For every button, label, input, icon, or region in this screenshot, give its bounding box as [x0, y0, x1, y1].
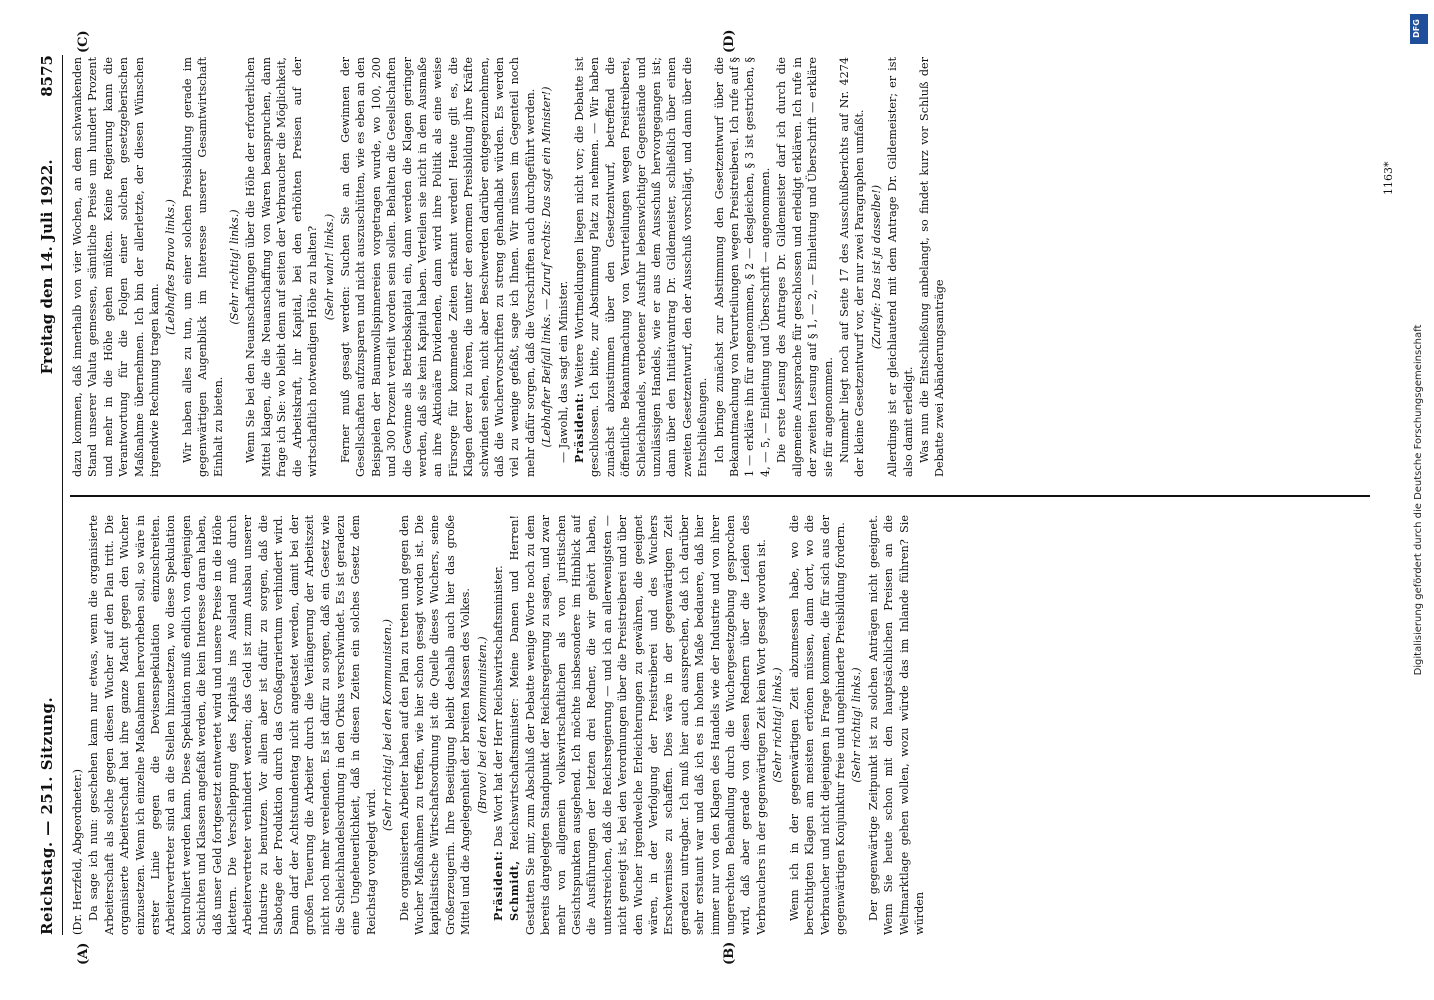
paragraph-text: (Lebhafter Beifall links. — Zuruf rechts: Das sagt ein Minister!)	[540, 86, 554, 448]
paragraph-text: (Sehr richtig! links.)	[228, 209, 242, 325]
paragraph-text: dazu kommen, daß innerhalb von vier Wochen, an dem schwankenden Stand unserer Valuta gemessen, sämtliche Preise um hundert Prozent und mehr in die Höhe gehen müßten. Keine Regierung kann die Verantwortung für die Folgen einer solchen gesetzgeberischen Maßnahme übernehmen. Ich bin der allerletzte, der diesen Wünschen irgendwie Rechnung tragen kann.	[71, 57, 162, 477]
paragraph	[774, 57, 836, 477]
paragraph	[86, 515, 379, 935]
margin-marker-a: (A)	[76, 942, 91, 965]
paragraph-text: Nunmehr liegt noch auf Seite 17 des Ausschußberichts auf Nr. 4274 der kleine Gesetzentwurf vor, der nur zwei Paragraphen umfaßt.	[837, 57, 867, 477]
right-column	[70, 57, 1370, 477]
paragraph-text: (Sehr richtig! links.)	[850, 667, 864, 783]
paragraph	[885, 57, 916, 477]
paragraph	[849, 515, 864, 935]
paragraph	[556, 57, 571, 477]
paragraph	[180, 57, 226, 477]
paragraph-text: Das Wort hat der Herr Reichswirtschaftsminister.	[491, 565, 505, 847]
paragraph	[475, 515, 490, 935]
speaker-name: Präsident:	[572, 392, 586, 463]
paragraph-text: (Zurufe: Das ist ja dasselbe!)	[869, 184, 883, 350]
side-strip	[1408, 6, 1432, 994]
paragraph-text: Was nun die Entschließung anbelangt, so findet kurz vor Schluß der Debatte zwei Abänderungsanträge	[917, 57, 947, 477]
paragraph-text: — Jawohl, das sagt ein Minister.	[556, 280, 570, 463]
paragraph-text: Wir haben alles zu tun, um einer solchen Preisbildung gerade im gegenwärtigen Augenblick im Interesse unserer Gesamtwirtschaft Einhalt zu bieten.	[180, 57, 225, 477]
paragraph	[572, 57, 711, 477]
paragraph	[712, 57, 774, 477]
header-date-page	[38, 55, 56, 374]
paragraph-text: Allerdings ist er gleichlautend mit dem Antrage Dr. Gildemeister; er ist also damit erledigt.	[886, 57, 915, 477]
paragraph-text: Reichswirtschaftsminister: Meine Damen und Herren! Gestatten Sie mir, zum Abschluß der Debatte wenige Worte noch zu dem bereits dargelegten Standpunkt der Reichsregierung zu sagen, und zwar mehr von allgemein volkswirtschaftlichen als von juristischen Gesichtspunkten ausgehend. Ich möchte insbesondere im Hinblick auf die Ausführungen der letzten drei Redner, die wir gehört haben, unterstreichen, daß die Reichsregierung — und ich an allerwenigsten — nicht geneigt ist, bei den Verordnungen über die Preistreiberei und über den Wucher irgendwelche Erleichterungen zu gewähren, die geeignet wären, in der Verfolgung der Preistreiberei und des Wuchers Erschwernisse zu schaffen. Dies wäre in der gegenwärtigen Zeit geradezu untragbar. Ich muß hier auch aussprechen, daß ich darüber sehr erstaunt war und daß ich es in hohem Maße bedauere, daß hier immer nur von den Klagen des Handels wie der Industrie und von ihrer ungerechten Behandlung durch die Wuchergesetzgebung gesprochen wird, daß aber gerade von diesen Rednern über die Leiden des Verbrauchers in der gegenwärtigen Zeit kein Wort gesagt worden ist.	[508, 515, 768, 935]
page-number: 8575	[38, 55, 56, 97]
paragraph	[491, 515, 506, 935]
paragraph-text: Ich bringe zunächst zur Abstimmung den Gesetzentwurf über die Bekanntmachung von Verurteilungen wegen Preistreiberei. Ich rufe auf § 1 — erkläre ihn für angenommen, § 2 — desgleichen, § 3 ist gestrichen, § 4, — 5, — Einleitung und Überschrift — angenommen.	[712, 57, 772, 477]
paragraph	[917, 57, 948, 477]
paragraph	[866, 515, 928, 935]
paragraph-text: (Sehr richtig! bei den Kommunisten.)	[381, 619, 395, 831]
paragraph	[322, 57, 337, 477]
paragraph-text: Die erste Lesung des Antrages Dr. Gildemeister darf ich durch die allgemeine Aussprache für geschlossen und erledigt erklären. Ich rufe in der zweiten Lesung auf § 1, — 2, — Einleitung und Überschrift — erkläre sie für angenommen.	[775, 57, 835, 477]
dfg-logo: DFG	[1410, 14, 1428, 44]
paragraph	[539, 57, 554, 477]
paragraph-text: (Lebhaftes Bravo links.)	[164, 199, 178, 335]
margin-marker-d: (D)	[722, 29, 737, 53]
paragraph-text: Da sage ich nun: geschehen kann nur etwas, wenn die organisierte Arbeiterschaft als solche gegen diesen Wucher auf den Plan tritt. Die organisierte Arbeiterschaft hat ihre ganze Macht gegen den Wucher einzusetzen. Wenn ich einzelne Maßnahmen hervorheben soll, so wäre in erster Linie gegen die Devisenspekulation einzuschreiten. Arbeitervertreter sind an die Stellen hinzusetzen, wo diese Spekulation kontrolliert werden kann. Diese Spekulation muß endlich von denjenigen Schichten und Klassen angefaßt werden, die kein Interesse daran haben, daß unser Geld fortgesetzt entwertet wird und unsere Preise in die Höhe klettern. Die Verschleppung des Kapitals ins Ausland muß durch Arbeitervertreter verhindert werden; das Geld ist zum Ausbau unserer Industrie zu benutzen. Vor allem aber ist dafür zu sorgen, daß die Sabotage der Produktion durch das Großagrariertum verhindert wird. Dann darf der Achtstundentag nicht angetastet werden, damit bei der großen Teuerung die Arbeiter durch die Verlängerung der Arbeitszeit nicht noch mehr verelenden. Es ist dafür zu sorgen, daß ein Gesetz wie die Schleichhandelsordnung in den Orkus verschwindet. Es ist geradezu eine Ungeheuerlichkeit, daß in diesen Zeiten ein solches Gesetz dem Reichstag vorgelegt wird.	[87, 515, 378, 935]
paragraph	[70, 515, 85, 935]
speaker-name: Präsident:	[490, 850, 505, 921]
paragraph	[243, 57, 320, 477]
page-header	[36, 55, 63, 935]
speaker-name: Schmidt,	[507, 860, 522, 921]
paragraph-text: (Sehr richtig! links.)	[771, 667, 785, 783]
paragraph	[787, 515, 849, 935]
paragraph-text: (Sehr wahr! links.)	[322, 213, 336, 321]
paragraph	[397, 515, 474, 935]
funding-note: Digitalisierung gefördert durch die Deutsche Forschungsgemeinschaft	[1413, 324, 1424, 676]
paragraph-text: Weitere Wortmeldungen liegen nicht vor; die Debatte ist geschlossen. Ich bitte, zur Abstimmung Platz zu nehmen. — Wir haben zunächst abzustimmen über den Gesetzentwurf, betreffend die öffentliche Bekanntmachung von Verurteilungen wegen Preistreiberei, Schleichhandels, verbotener Ausfuhr lebenswichtiger Gegenstände und unzulässigen Handels, wie er aus dem Ausschuß hervorgegangen ist; dann über den Initiativantrag Dr. Gildemeister, schließlich über einen zweiten Gesetzentwurf, den der Ausschuß vorschlägt, und dann über die Entschließungen.	[573, 57, 710, 477]
margin-marker-c: (C)	[76, 30, 91, 53]
paragraph	[380, 515, 395, 935]
footer-mark: 1163*	[1382, 161, 1395, 195]
document-page	[32, 25, 1402, 975]
paragraph	[227, 57, 242, 477]
paragraph	[507, 515, 769, 935]
paragraph	[770, 515, 785, 935]
paragraph	[338, 57, 538, 477]
paragraph-text: Wenn ich in der gegenwärtigen Zeit abzumessen habe, wo die berechtigten Klagen am meisten ertönen müssen, dann dort, wo die Verbraucher und nicht diejenigen in Frage kommen, die für sich aus der gegenwärtigen Konjunktur freie und ungehinderte Preisbildung fordern.	[787, 515, 847, 935]
paragraph	[70, 57, 162, 477]
paragraph-text: (Dr. Herzfeld, Abgeordneter.)	[71, 768, 84, 935]
margin-marker-b: (B)	[722, 941, 737, 965]
left-column	[70, 515, 1370, 935]
paragraph-text: (Bravo! bei den Kommunisten.)	[475, 636, 489, 814]
paragraph	[869, 57, 884, 477]
paragraph-text: Wenn Sie bei den Neuanschaffungen über die Höhe der erforderlichen Mittel klagen, die die Neuanschaffung von Waren beanspruchen, dann frage ich Sie: wo bleibt denn auf seiten der Verbraucher die Möglichkeit, die Arbeitskraft, ihr Kapital, bei den erhöhten Preisen auf der wirtschaftlich notwendigen Höhe zu halten?	[244, 57, 320, 477]
column-divider	[70, 496, 1370, 498]
paragraph-text: Die organisierten Arbeiter haben auf den Plan zu treten und gegen den Wucher Maßnahmen zu treffen, wie hier schon gesagt worden ist. Die kapitalistische Wirtschaftsordnung ist die Quelle dieses Wuchers, seine Großerzeugerin. Ihre Beseitigung bleibt deshalb auch hier das große Mittel und die Angelegenheit der breiten Massen des Volkes.	[397, 515, 473, 935]
header-session: Reichstag. — 251. Sitzung.	[38, 696, 56, 935]
paragraph	[163, 57, 178, 477]
paragraph-text: Ferner muß gesagt werden: Suchen Sie an den Gewinnen der Gesellschaften aufzusparen und nicht auszuschütten, wie es eben an den Beispielen der Baumwollspinnereien vorgetragen wurde, wo 100, 200 und 300 Prozent verteilt worden sein sollen. Behalten die Gesellschaften die Gewinne als Betriebskapital ein, dann werden die Klagen geringer werden, daß sie kein Kapital haben. Verteilen sie nicht in dem Ausmaße an ihre Aktionäre Dividenden, dann wird ihre Politik als eine weise Fürsorge für kommende Zeiten erkannt werden! Heute gilt es, die Klagen derer zu hören, die unter der enormen Preisbildung ihre Kräfte schwinden sehen, nicht aber Beschwerden darüber entgegenzunehmen, daß die Wuchervorschriften zu streng gehandhabt würden. Es werden viel zu wenige gefaßt, sage ich Ihnen. Wir müssen im Gegenteil noch mehr dafür sorgen, daß die Vorschriften auch durchgeführt werden.	[338, 57, 537, 477]
header-date: Freitag den 14. Juli 1922.	[38, 159, 56, 375]
paragraph-text: Der gegenwärtige Zeitpunkt ist zu solchen Anträgen nicht geeignet. Wenn Sie heute schon mit den hauptsächlichen Preisen an die Weltmarktlage gehen wollen, wozu würde das im Inlande führen? Sie würden	[866, 515, 926, 935]
paragraph	[837, 57, 868, 477]
